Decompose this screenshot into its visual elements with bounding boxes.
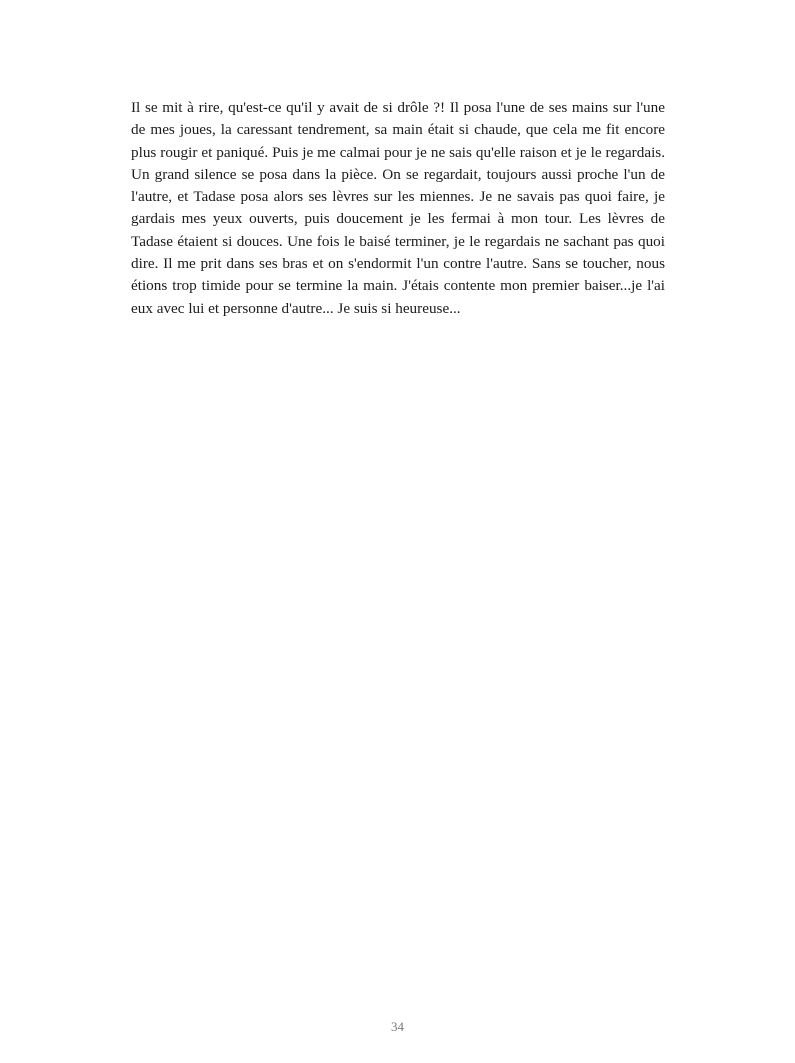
page-number: 34	[391, 1019, 404, 1034]
body-paragraph: Il se mit à rire, qu'est-ce qu'il y avait de si drôle ?! Il posa l'une de ses mains sur l'une de mes joues, la caressant tendrement, sa main était si chaude, que cela me fit encore plus rougir et paniqué. Puis je me calmai pour je ne sais qu'elle raison et je le regardais. Un grand silence se posa dans la pièce. On se regardait, toujours aussi proche l'un de l'autre, et Tadase posa alors ses lèvres sur les miennes. Je ne savais pas quoi faire, je gardais mes yeux ouverts, puis doucement je les fermai à mon tour. Les lèvres de Tadase étaient si douces. Une fois le baisé terminer, je le regardais ne sachant pas quoi dire. Il me prit dans ses bras et on s'endormit l'un contre l'autre. Sans se toucher, nous étions trop timide pour se termine la main. J'étais contente mon premier baiser...je l'ai eux avec lui et personne d'autre... Je suis si heureuse...	[131, 99, 665, 317]
